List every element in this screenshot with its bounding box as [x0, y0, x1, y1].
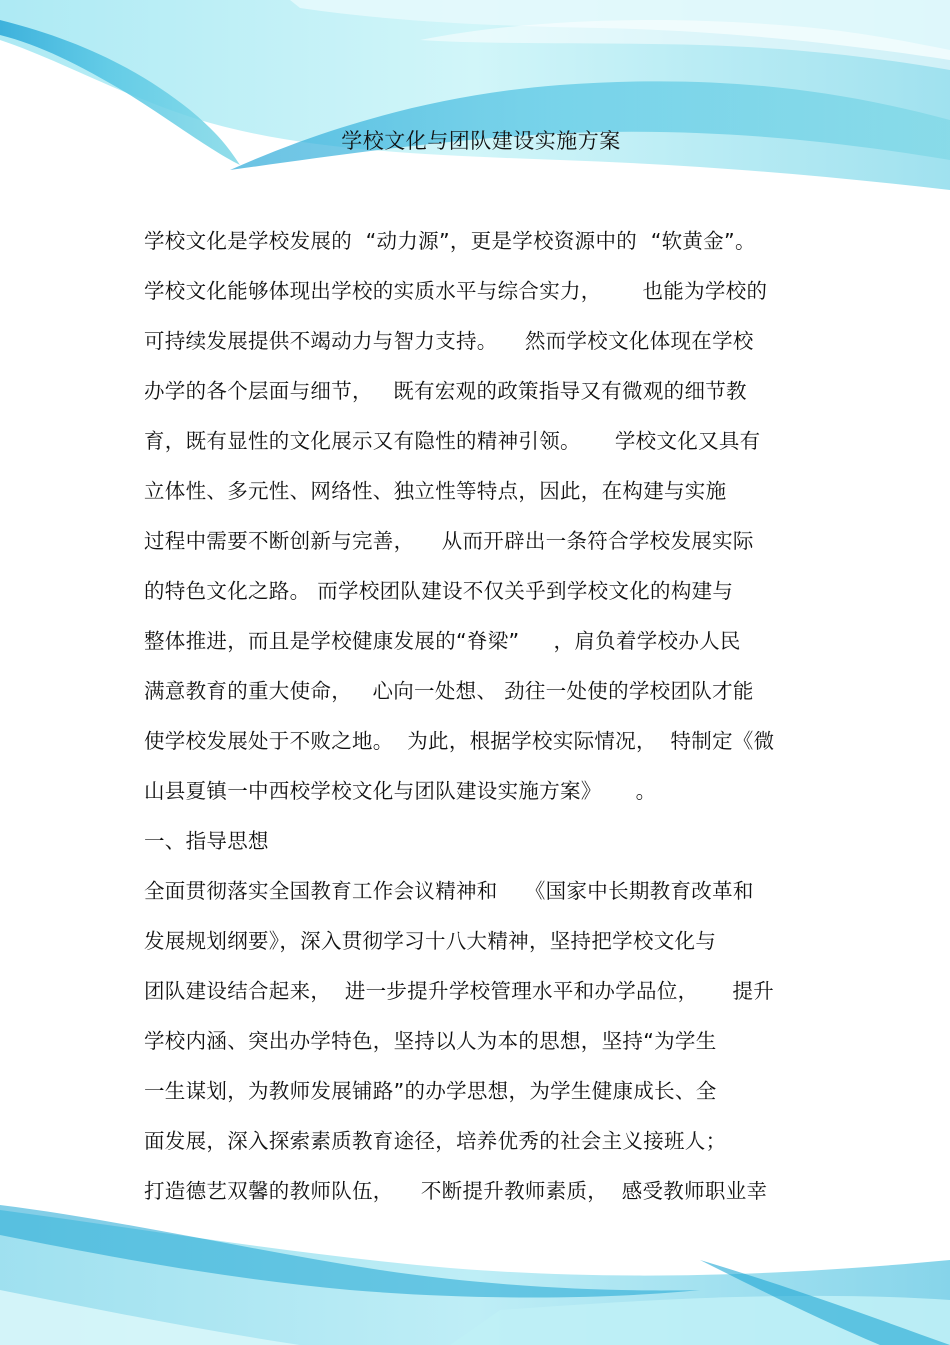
text-line: 办学的各个层面与细节， 既有宏观的政策指导又有微观的细节教 — [144, 379, 747, 403]
text-line: 一生谋划，为教师发展铺路”的办学思想，为学生健康成长、全 — [144, 1079, 717, 1103]
page-title: 学校文化与团队建设实施方案 — [341, 129, 621, 153]
text-line: 面发展，深入探索素质教育途径，培养优秀的社会主义接班人； — [144, 1129, 727, 1153]
text-line: 山县夏镇一中西校学校文化与团队建设实施方案》 。 — [144, 779, 657, 803]
text-line: 学校内涵、突出办学特色，坚持以人为本的思想，坚持“为学生 — [144, 1029, 717, 1053]
text-line: 学校文化能够体现出学校的实质水平与综合实力， 也能为学校的 — [144, 279, 768, 303]
text-line: 全面贯彻落实全国教育工作会议精神和 《国家中长期教育改革和 — [144, 879, 754, 903]
document-body — [144, 223, 824, 1223]
text-line: 团队建设结合起来， 进一步提升学校管理水平和办学品位， 提升 — [144, 979, 775, 1003]
text-line: 育，既有显性的文化展示又有隐性的精神引领。 学校文化又具有 — [144, 429, 761, 453]
bottom-wave — [0, 1205, 950, 1345]
text-line: 打造德艺双馨的教师队伍， 不断提升教师素质， 感受教师职业幸 — [144, 1179, 768, 1203]
text-line: 立体性、多元性、网络性、独立性等特点，因此，在构建与实施 — [144, 479, 727, 503]
text-line: 过程中需要不断创新与完善， 从而开辟出一条符合学校发展实际 — [144, 529, 754, 553]
text-line: 发展规划纲要》，深入贯彻学习十八大精神，坚持把学校文化与 — [144, 929, 717, 953]
top-wave — [0, 0, 950, 190]
text-line: 满意教育的重大使命， 心向一处想、 劲往一处使的学校团队才能 — [144, 679, 754, 703]
text-line: 可持续发展提供不竭动力与智力支持。 然而学校文化体现在学校 — [144, 329, 754, 353]
text-line: 的特色文化之路。 而学校团队建设不仅关乎到学校文化的构建与 — [144, 579, 734, 603]
text-line: 学校文化是学校发展的 “动力源”，更是学校资源中的 “软黄金”。 — [144, 229, 756, 253]
text-line: 整体推进，而且是学校健康发展的“脊梁” ，肩负着学校办人民 — [144, 629, 741, 653]
section-heading: 一、指导思想 — [144, 829, 269, 853]
text-line: 使学校发展处于不败之地。 为此，根据学校实际情况， 特制定《微 — [144, 729, 775, 753]
